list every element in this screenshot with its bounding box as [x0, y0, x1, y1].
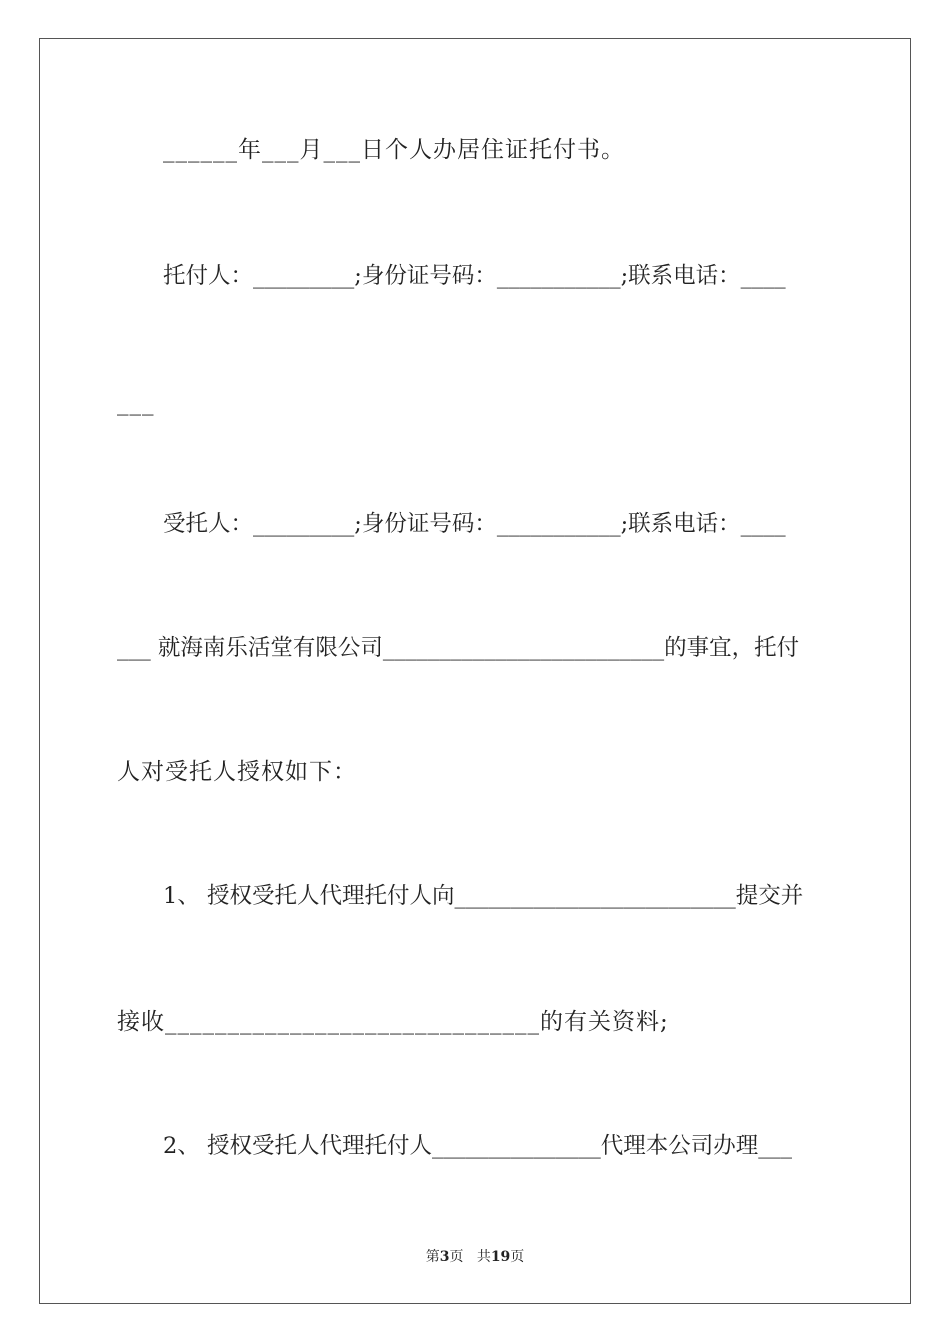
current-page-number: 3 [439, 1249, 450, 1265]
page-footer [0, 1247, 950, 1267]
principal-phone-continuation: ___ [117, 390, 155, 416]
footer-page-suffix: 页 [449, 1249, 464, 1265]
footer-total-suffix: 页 [510, 1249, 525, 1265]
document-title-line: ______年___月___日个人办居住证托付书。 [163, 137, 625, 163]
matter-line: ___ 就海南乐活堂有限公司_________________________的事宜，托付 [117, 635, 800, 661]
authorization-intro-line: 人对受托人授权如下： [117, 759, 357, 785]
principal-info-line: 托付人：_________;身份证号码：___________;联系电话：____ [163, 263, 786, 289]
authorization-item-1-line: 1、 授权受托人代理托付人向_________________________提交并 [163, 883, 804, 909]
authorization-item-2-line: 2、 授权受托人代理托付人_______________代理本公司办理___ [163, 1133, 792, 1159]
total-pages-number: 19 [490, 1249, 511, 1265]
authorization-item-1-continuation: 接收______________________________的有关资料; [117, 1009, 669, 1035]
agent-info-line: 受托人：_________;身份证号码：___________;联系电话：____ [163, 511, 786, 537]
page-border [39, 38, 911, 1304]
footer-prefix: 第 [425, 1249, 440, 1265]
footer-total-prefix: 共 [476, 1249, 491, 1265]
